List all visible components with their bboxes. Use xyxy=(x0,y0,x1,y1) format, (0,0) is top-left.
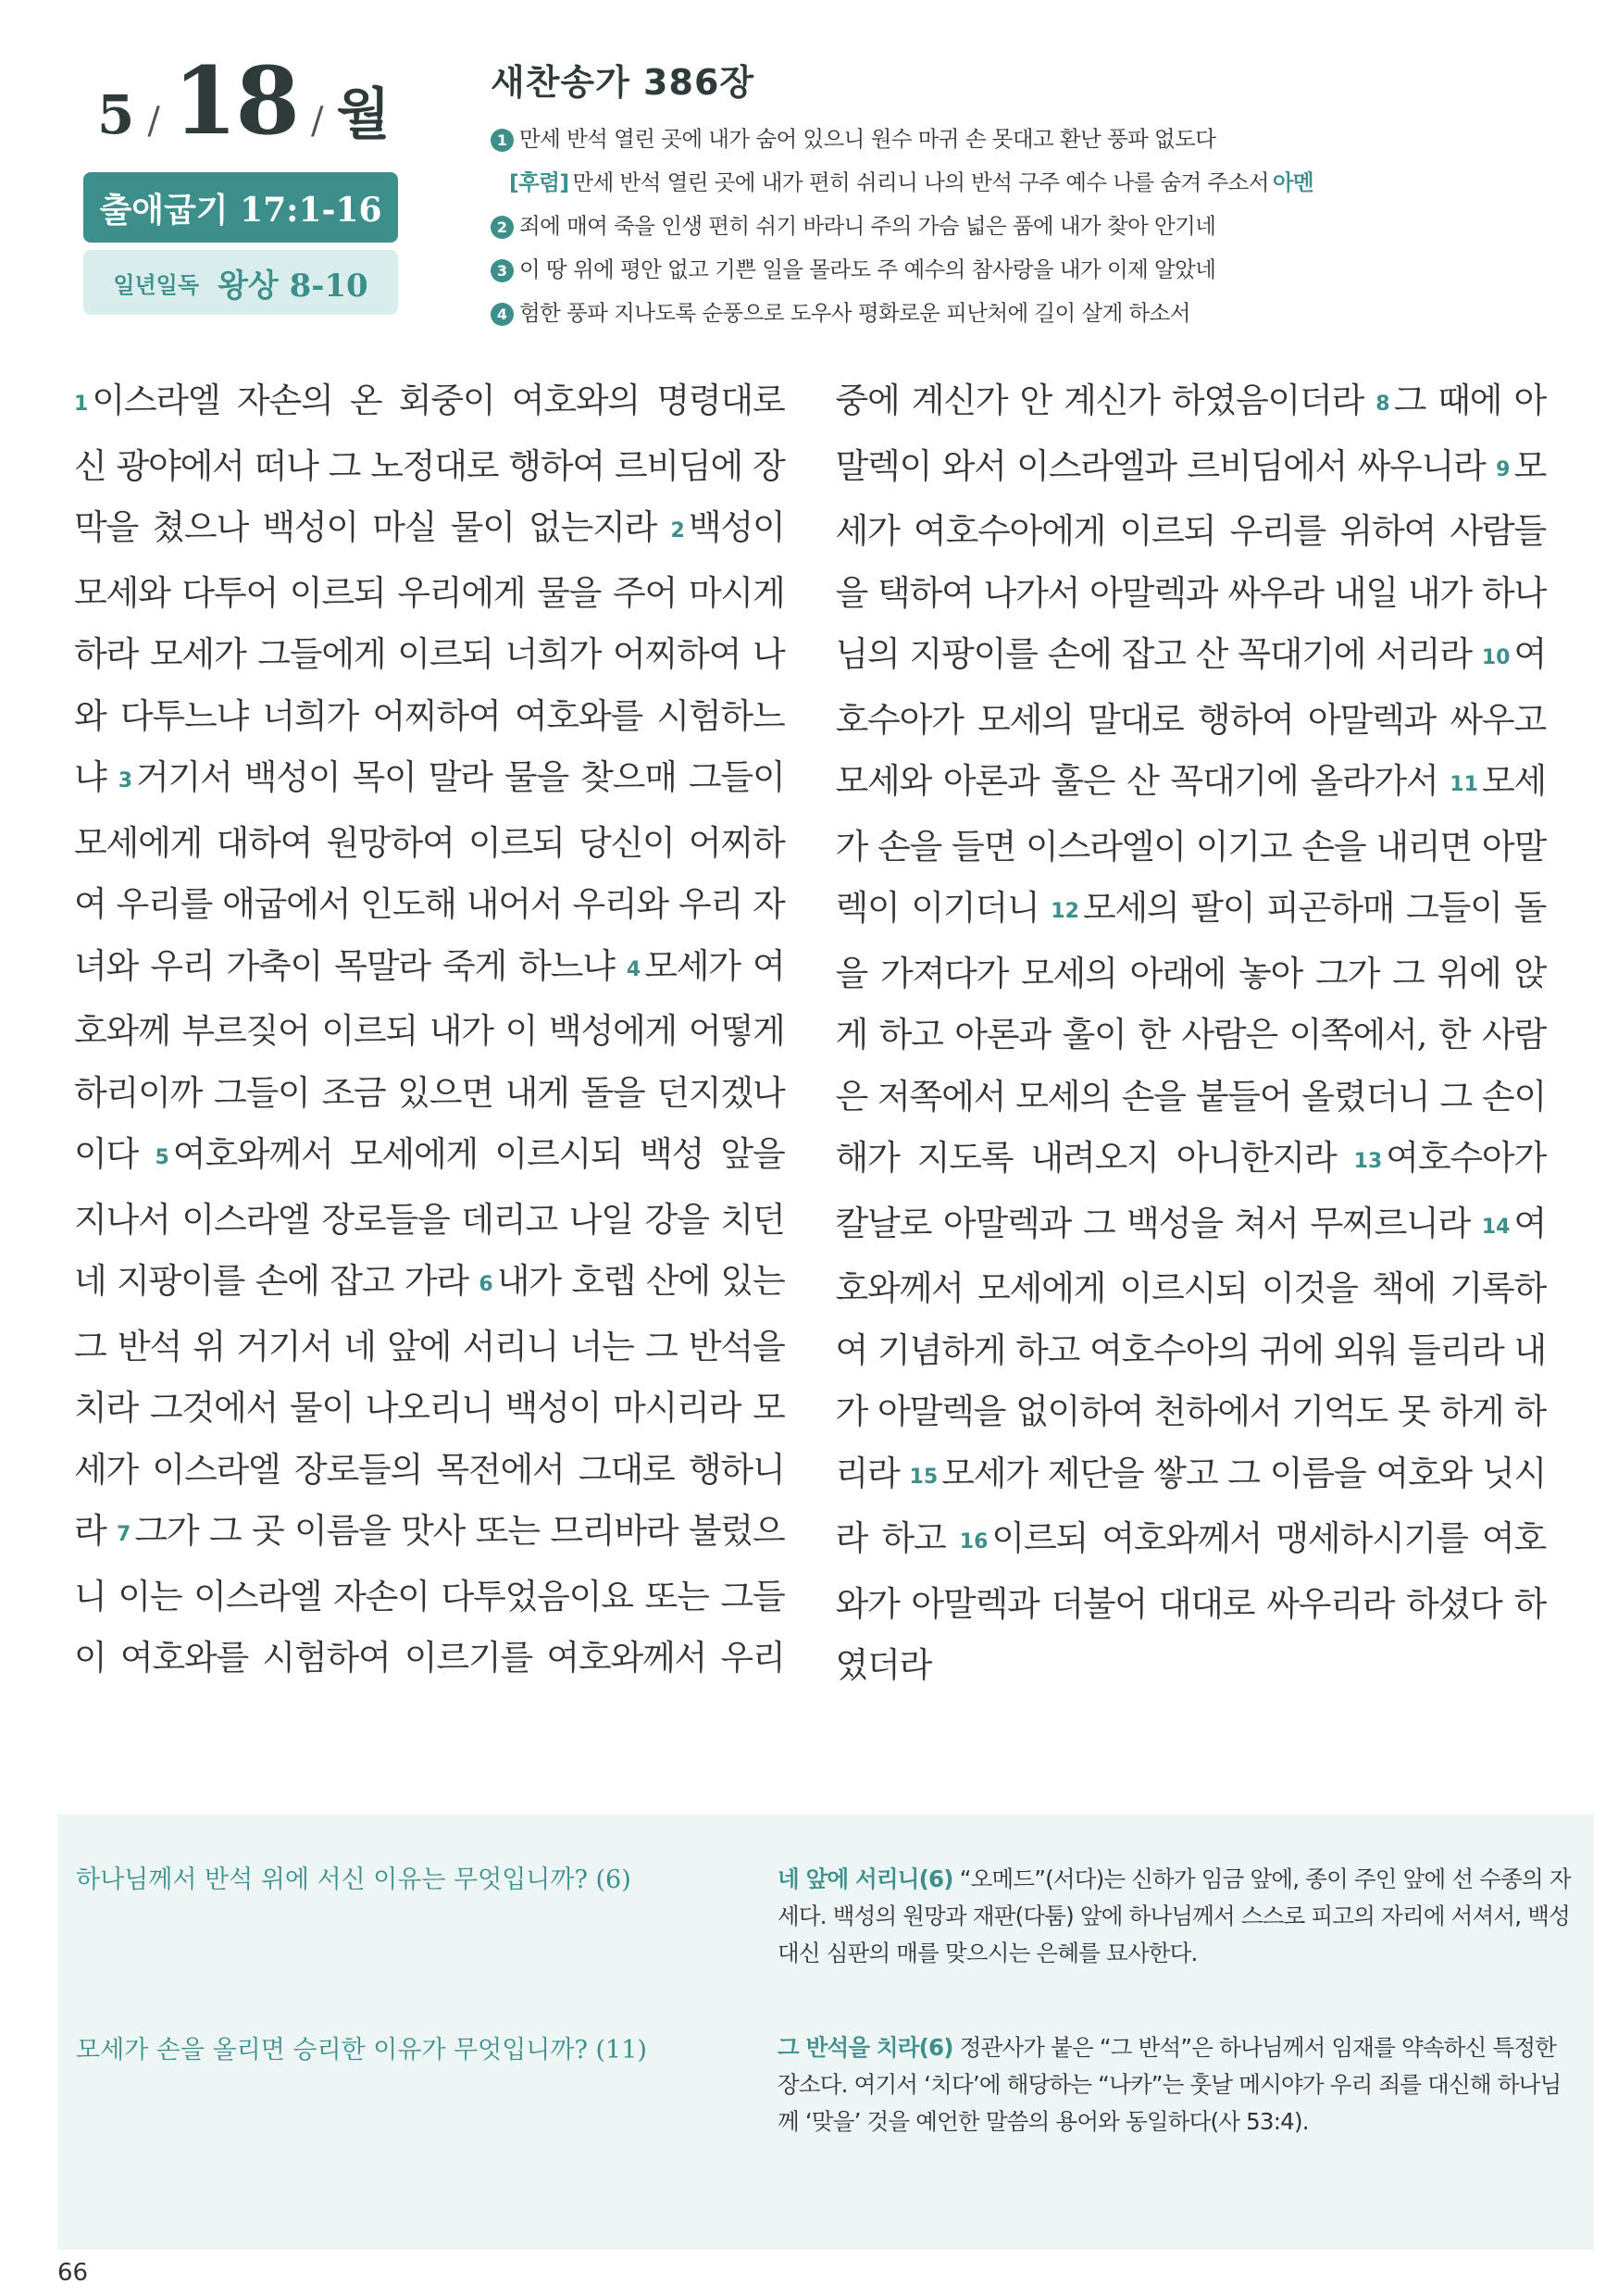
verse-text: 거기서 백성이 목이 말라 물을 찾으매 그들이 모세에게 대하여 원망하여 이르되 당신이 어찌하여 우리를 애굽에서 인도해 내어서 우리와 우리 자녀와 우리 가축이 목말라 죽게 하느냐 xyxy=(74,757,785,986)
scripture-paragraph xyxy=(74,370,1546,1722)
page-number: 66 xyxy=(57,2259,89,2287)
verse-text: 모세가 여호와께 부르짖어 이르되 내가 이 백성에게 어떻게 하리이까 그들이 조금 있으면 내게 돌을 던지겠나이다 xyxy=(74,945,785,1174)
verse-number: 9 xyxy=(1496,457,1511,481)
verse-number-badge: 4 xyxy=(491,303,514,326)
verse-number: 4 xyxy=(626,957,641,981)
hymn-verse-text: 험한 풍파 지나도록 순풍으로 도우사 평화로운 피난처에 길이 살게 하소서 xyxy=(519,300,1190,326)
hymn-verse-3 xyxy=(491,248,1583,292)
date-separator: / xyxy=(147,100,160,143)
verse-text: 그가 그 곳 이름을 맛사 또는 므리바라 불렀으니 이는 이스라엘 자손이 다투었음이요 또는 그들이 여호와를 시험하여 이르기를 여호와께서 우리 중에 계신가 안 계신가 하였음이더라 xyxy=(74,381,1364,1678)
yearly-reading-badge xyxy=(83,250,398,315)
amen-text: 아멘 xyxy=(1272,169,1314,195)
hymn-title: 새찬송가 386장 xyxy=(491,62,755,103)
verse-text: 백성이 모세와 다투어 이르되 우리에게 물을 주어 마시게 하라 모세가 그들에게 이르되 너희가 어찌하여 나와 다투느냐 너희가 어찌하여 여호와를 시험하느냐 xyxy=(74,507,785,797)
hymn-verse-text: 이 땅 위에 평안 없고 기쁜 일을 몰라도 주 예수의 참사랑을 내가 이제 알았네 xyxy=(519,256,1216,282)
verse-text: 여호수아가 칼날로 아말렉과 그 백성을 쳐서 무찌르니라 xyxy=(835,1138,1546,1243)
verse-number: 14 xyxy=(1481,1215,1511,1239)
verse-text: 모세가 손을 들면 이스라엘이 이기고 손을 내리면 아말렉이 이기더니 xyxy=(835,761,1546,928)
date-weekday: 월 xyxy=(336,82,391,147)
hymn-verse-2 xyxy=(491,205,1583,248)
hymn-verse-1 xyxy=(491,118,1583,161)
passage-reference: 출애굽기 17:1-16 xyxy=(99,190,382,230)
commentary-text: 정관사가 붙은 “그 반석”은 하나님께서 임재를 약속하신 특정한 장소다. 여기서 ‘치다’에 해당하는 “나카”는 훗날 메시야가 우리 죄를 대신해 하나님께 ‘맞을’ 것을 예언한 말씀의 용어와 동일하다(사 53:4). xyxy=(778,2034,1562,2135)
commentary-2 xyxy=(778,2029,1574,2140)
verse-text: 모세가 제단을 쌓고 그 이름을 여호와 닛시라 하고 xyxy=(835,1453,1546,1558)
verse-text: 모세가 여호수아에게 이르되 우리를 위하여 사람들을 택하여 나가서 아말렉과 싸우라 내일 내가 하나님의 지팡이를 손에 잡고 산 꼭대기에 서리라 xyxy=(835,445,1546,674)
verse-number: 12 xyxy=(1051,900,1079,923)
date-month: 5 xyxy=(97,83,135,146)
verse-text: 이스라엘 자손의 온 회중이 여호와의 명령대로 신 광야에서 떠나 그 노정대로 행하여 르비딤에 장막을 쳤으나 백성이 마실 물이 없는지라 xyxy=(74,381,785,547)
question-1: 하나님께서 반석 위에 서신 이유는 무엇입니까? (6) xyxy=(76,1866,631,1894)
hymn-verse-text: 만세 반석 열린 곳에 내가 숨어 있으니 원수 마귀 손 못대고 환난 풍파 없도다 xyxy=(519,126,1216,152)
hymn-verse-text: 죄에 매여 죽을 인생 편히 쉬기 바라니 주의 가슴 넓은 품에 내가 찾아 안기네 xyxy=(519,213,1216,239)
verse-number-badge: 1 xyxy=(491,129,514,152)
hymn-verse-4 xyxy=(491,292,1583,335)
scripture-text xyxy=(74,370,1546,1722)
verse-number: 15 xyxy=(909,1465,939,1489)
verse-text: 모세의 팔이 피곤하매 그들이 돌을 가져다가 모세의 아래에 놓아 그가 그 위에 앉게 하고 아론과 훌이 한 사람은 이쪽에서, 한 사람은 저쪽에서 모세의 손을 붙들어 올렸더니 그 손이 해가 지도록 내려오지 아니한지라 xyxy=(835,888,1546,1178)
verse-number: 13 xyxy=(1353,1150,1383,1173)
verse-number: 16 xyxy=(959,1530,989,1554)
refrain-label: [후렴] xyxy=(509,169,569,195)
commentary-1 xyxy=(778,1861,1574,1972)
passage-badge xyxy=(83,172,398,243)
verse-number: 11 xyxy=(1450,773,1478,796)
verse-text: 내가 호렙 산에 있는 그 반석 위 거기서 네 앞에 서리니 너는 그 반석을 치라 그것에서 물이 나오리니 백성이 마시리라 모세가 이스라엘 장로들의 목전에서 그대로 행하니라 xyxy=(74,1261,785,1551)
verse-text: 여호와께서 모세에게 이르시되 백성 앞을 지나서 이스라엘 장로들을 데리고 나일 강을 치던 네 지팡이를 손에 잡고 가라 xyxy=(74,1134,785,1301)
verse-text: 그 때에 아말렉이 와서 이스라엘과 르비딤에서 싸우니라 xyxy=(835,381,1547,486)
verse-text: 여호와께서 모세에게 이르시되 이것을 책에 기록하여 기념하게 하고 여호수아의 귀에 외워 들리라 내가 아말렉을 없이하여 천하에서 기억도 못 하게 하리라 xyxy=(835,1203,1547,1493)
verse-number: 2 xyxy=(670,519,685,543)
verse-number: 5 xyxy=(155,1146,169,1169)
verse-number: 7 xyxy=(117,1523,131,1546)
refrain-text: 만세 반석 열린 곳에 내가 편히 쉬리니 나의 반석 구주 예수 나를 숨겨 주소서 xyxy=(572,169,1269,195)
verse-text: 여호수아가 모세의 말대로 행하여 아말렉과 싸우고 모세와 아론과 훌은 산 꼭대기에 올라가서 xyxy=(835,634,1547,801)
commentary-heading: 그 반석을 치라(6) xyxy=(778,2034,953,2061)
question-2: 모세가 손을 올리면 승리한 이유가 무엇입니까? (11) xyxy=(76,2036,647,2065)
yearly-reading-label: 일년일독 xyxy=(113,271,200,298)
verse-text: 이르되 여호와께서 맹세하시기를 여호와가 아말렉과 더불어 대대로 싸우리라 하셨다 하였더라 xyxy=(835,1518,1547,1685)
verse-number: 10 xyxy=(1481,646,1511,669)
yearly-reading-value: 왕상 8-10 xyxy=(218,267,368,305)
study-box xyxy=(57,1815,1594,2250)
verse-number: 3 xyxy=(118,769,132,792)
hymn-block xyxy=(491,54,1583,335)
verse-number: 6 xyxy=(479,1273,493,1296)
hymn-refrain xyxy=(491,161,1583,205)
commentary-text: “오메드”(서다)는 신하가 임금 앞에, 종이 주인 앞에 선 수종의 자세다. 백성의 원망과 재판(다툼) 앞에 하나님께서 스스로 피고의 자리에 서셔서, 백성 대신 심판의 매를 맞으시는 은혜를 묘사한다. xyxy=(778,1866,1571,1966)
verse-number: 1 xyxy=(74,393,89,416)
commentary-heading: 네 앞에 서리니(6) xyxy=(778,1866,953,1892)
verse-number-badge: 3 xyxy=(491,259,514,282)
verse-number-badge: 2 xyxy=(491,216,514,239)
date-day: 18 xyxy=(172,46,299,156)
date-heading xyxy=(97,46,391,156)
verse-number: 8 xyxy=(1375,393,1390,416)
date-separator: / xyxy=(311,100,324,143)
